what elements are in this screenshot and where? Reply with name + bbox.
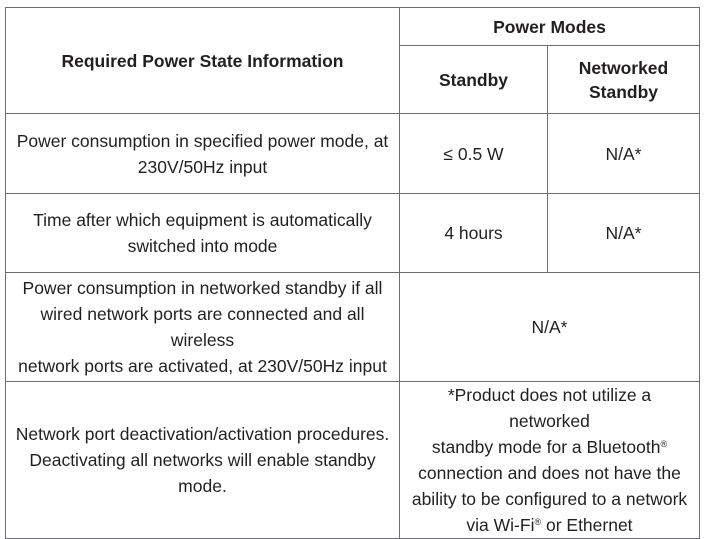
header-networked-line1: Networked xyxy=(578,57,669,78)
header-networked-standby xyxy=(548,46,700,114)
header-power-modes: Power Modes xyxy=(400,8,700,46)
table-row xyxy=(6,273,700,382)
table-row xyxy=(6,382,700,539)
registered-mark: ® xyxy=(660,439,668,449)
networked-standby-value: N/A* xyxy=(548,114,700,194)
power-state-table xyxy=(5,7,700,539)
header-required-info: Required Power State Information xyxy=(6,8,400,114)
standby-value: 4 hours xyxy=(400,194,548,273)
row-label: Power consumption in networked standby if all wired network ports are connected and all wireless network ports are activated, at 230V/50Hz input xyxy=(6,273,400,382)
header-networked-line2: Standby xyxy=(588,81,659,102)
footnote-cell: *Product does not utilize a networked standby mode for a Bluetooth® connection and does not have the ability to be configured to a network via Wi-Fi® or Ethernet xyxy=(400,382,700,539)
row-label: Power consumption in specified power mode, at 230V/50Hz input xyxy=(6,114,400,194)
row-label: Time after which equipment is automatically switched into mode xyxy=(6,194,400,273)
row-label: Network port deactivation/activation procedures. Deactivating all networks will enable standby mode. xyxy=(6,382,400,539)
networked-standby-value: N/A* xyxy=(548,194,700,273)
table-row xyxy=(6,194,700,273)
table-row xyxy=(6,114,700,194)
registered-mark: ® xyxy=(534,517,542,527)
header-standby: Standby xyxy=(400,46,548,114)
standby-value: ≤ 0.5 W xyxy=(400,114,548,194)
networked-consumption-value: N/A* xyxy=(400,273,700,382)
